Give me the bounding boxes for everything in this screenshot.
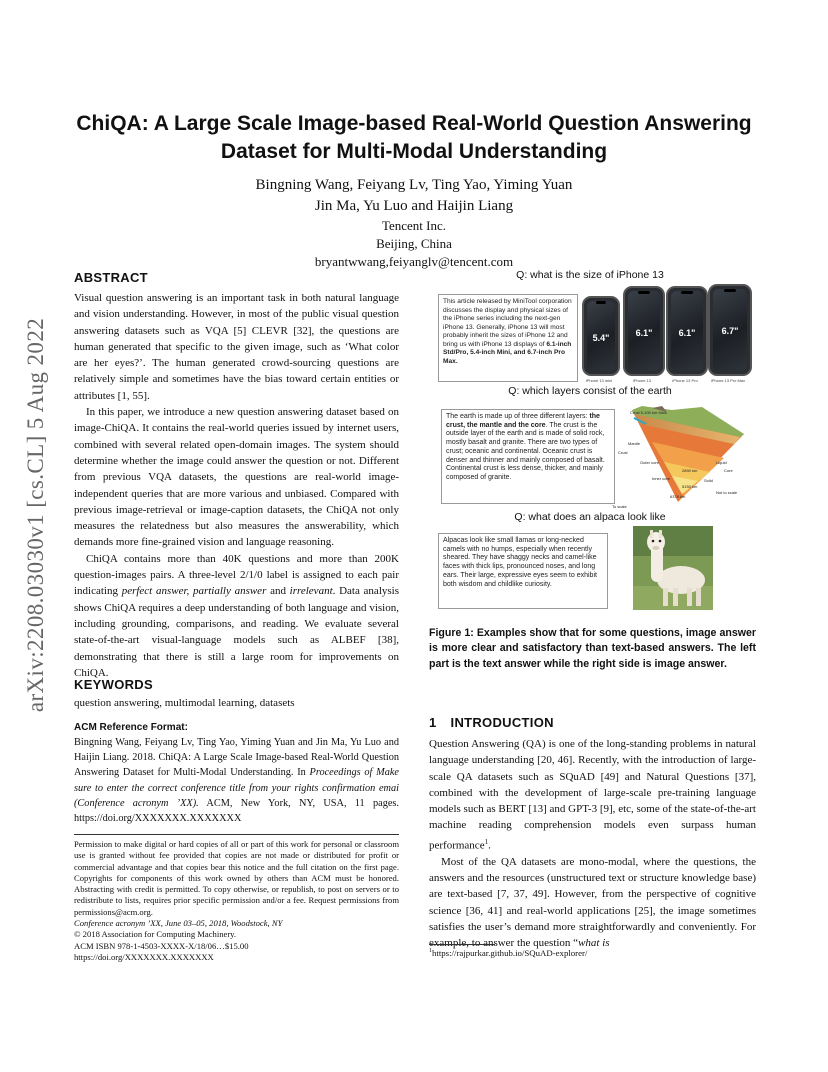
figure-text-answer-1 xyxy=(438,294,578,382)
iphone-sizes-image xyxy=(578,284,748,386)
section-number: 1 xyxy=(429,715,437,730)
phone-promax-icon xyxy=(708,284,752,376)
phone-mini-icon xyxy=(582,296,620,376)
phone-size-label: 5.4" xyxy=(592,332,610,343)
figure-question-3: Q: what does an alpaca look like xyxy=(514,511,666,523)
email: bryantwwang,feiyanglv@tencent.com xyxy=(314,254,514,269)
footnote-url: https://rajpurkar.github.io/SQuAD-explorer/ xyxy=(432,948,588,958)
earth-label: 5150 km xyxy=(682,484,698,489)
earth-label: Outer core xyxy=(640,460,659,465)
abstract-p3-em2: irrelevant xyxy=(289,585,333,598)
figure-text-1-b: 6.1-inch Std/Pro, 5.4-inch Mini, and 6.7-inch Pro Max. xyxy=(443,340,572,365)
earth-label: Not to scale xyxy=(716,490,738,495)
intro-p1-a: Question Answering (QA) is one of the long-standing problems in natural language understanding [20, 46]. Recently, with the introduction of large-scale QA datasets such as SQuAD [49] and Natural Questions [37], combined with the development of large-scale pre-training language models such as BERT [13] and GPT-3 [9], etc, some of the state-of-the-art machine reading comprehension models even surpass human performance xyxy=(429,738,756,852)
earth-label: Crust 5-100 km thick xyxy=(630,410,667,415)
earth-label: Inner core xyxy=(652,476,671,481)
author-block xyxy=(74,175,754,271)
phone-name: iPhone 13 xyxy=(632,378,651,383)
permission-text: Permission to make digital or hard copies of all or part of this work for personal or classroom use is granted without fee provided that copies are not made or distributed for profit or commercial advantage and that copies bear this notice and the full citation on the first page. Copyrights for components of this work owned by others than ACM must be honored. Abstracting with credit is permitted. To copy otherwise, or republish, to post on servers or to redistribute to lists, requires prior specific permission and/or a fee. Request permissions from permissions@acm.org. xyxy=(74,839,399,917)
intro-p1-b: . xyxy=(488,839,491,852)
acm-ref-a: Bingning Wang, Feiyang Lv, Ting Yao, Yiming Yuan and Jin Ma, Yu Luo and Haijin Liang. 2018. ChiQA: A Large Scale Image-based Real-World Question Answering Dataset for Multi-Modal Understanding. In xyxy=(74,737,399,779)
phone-size-label: 6.7" xyxy=(721,326,739,337)
earth-label: Core xyxy=(724,468,733,473)
abstract-paragraph-2: In this paper, we introduce a new question answering dataset based on image-ChiQA. It contains the real-world queries issued by internet users, combined with several related open-domain images. The system should determine whether the image could answer the question or not. Different from previous VQA datasets, the questions are real-world image-independent queries that are more various and unbiased. Compared with previous image-retrieval or image-caption datasets, the ChiQA not only measures the relatedness but also measures the answerability, which demands more fine-grained vision and language reasoning. xyxy=(74,406,399,549)
phone-name: iPhone 13 mini xyxy=(585,378,613,383)
earth-layers-image xyxy=(612,402,748,512)
figure-text-answer-2 xyxy=(441,409,615,504)
intro-p2-a: Most of the QA datasets are mono-modal, where the questions, the answers and the resources (unstructured text or structure knowledge base) are text-based [7, 37, 49]. However, from the perspective of cognitive science [36, 41] and real-world applications [25], the image sometimes satisfies the user’s demand more straightforwardly and conveniently. For example, to answer the question “ xyxy=(429,855,756,950)
figure-text-2-b: the crust, the mantle and the core xyxy=(446,413,600,429)
figure-question-1: Q: what is the size of iPhone 13 xyxy=(516,269,664,281)
keywords-heading: KEYWORDS xyxy=(74,677,153,692)
figure-caption: Figure 1: Examples show that for some questions, image answer is more clear and satisfactory than text-based answers. The left part is the text answer while the right side is image answer. xyxy=(429,627,756,670)
phone-std-icon xyxy=(623,286,665,376)
paper-title: ChiQA: A Large Scale Image-based Real-World Question Answering Dataset for Multi-Modal Understanding xyxy=(76,112,752,163)
permission-rule xyxy=(74,834,399,835)
abstract-p3-b: and xyxy=(266,585,290,598)
figure-text-answer-3: Alpacas look like small llamas or long-necked camels with no humps, especially when recently sheared. They have shaggy necks and camel-like faces with thick lips, pronounced noses, and long ears. Their large, expressive eyes seem to exhibit both wisdom and childlike curiosity. xyxy=(438,533,608,609)
alpaca-image xyxy=(633,526,713,610)
earth-label: Mantle xyxy=(628,441,641,446)
acm-ref-b: ACM, New York, NY, USA, 11 pages. https://doi.org/XXXXXXX.XXXXXXX xyxy=(74,797,399,825)
abstract-paragraph-1: Visual question answering is an important task in both natural language and vision understanding. However, in most of the public visual question answering datasets such as VQA [5] CLEVR [32], the questions are human generated that specific to the given image, such as ‘What color are her eyes?’. The human generated crowd-sourcing questions are relatively simple and sometimes have the bias toward certain entities or attributes [1, 55]. xyxy=(74,292,399,402)
figure-text-2-c: . The crust is the outside layer of the earth and is made of solid rock, mostly basalt and granite. There are two types of crust; oceanic and continental. Oceanic crust is denser and thinner and mainly composed of basalt. Continental crust is less dense, thicker, and mainly composed of granite. xyxy=(446,421,605,481)
earth-label: To scale xyxy=(612,504,627,509)
earth-label: 6378 km xyxy=(670,494,686,499)
footnote-marker: 1 xyxy=(484,837,489,846)
section-heading xyxy=(429,715,554,730)
abstract-heading: ABSTRACT xyxy=(74,270,148,285)
section-title: INTRODUCTION xyxy=(450,715,554,730)
phone-size-label: 6.1" xyxy=(635,327,653,338)
footnote xyxy=(429,948,587,958)
permission-conference: Conference acronym ’XX, June 03–05, 2018, Woodstock, NY xyxy=(74,918,283,929)
figure-text-2-a: The earth is made up of three different layers: xyxy=(446,413,590,420)
footnote-rule xyxy=(429,944,495,945)
keywords-text: question answering, multimodal learning, datasets xyxy=(74,697,295,709)
authors-line-2: Jin Ma, Yu Luo and Haijin Liang xyxy=(314,198,514,214)
phone-size-label: 6.1" xyxy=(678,327,696,338)
earth-label: Solid xyxy=(704,478,713,483)
abstract-p3-em1: perfect answer, partially answer xyxy=(121,585,267,598)
intro-p2-em: what is xyxy=(578,937,610,950)
affiliation: Tencent Inc. xyxy=(381,218,447,233)
phone-pro-icon xyxy=(666,286,708,376)
authors-line-1: Bingning Wang, Feiyang Lv, Ting Yao, Yiming Yuan xyxy=(255,177,573,193)
figure-text-1-a: This article released by MiniTool corporation discusses the display and physical sizes of the iPhone series including the next-gen iPhone 13. Generally, iPhone 13 will most probably inherit the sizes of iPhone 12 and bring us with iPhone 13 displays of xyxy=(443,298,572,348)
phone-name: iPhone 13 Pro Max xyxy=(710,378,746,383)
permission-block xyxy=(74,839,399,963)
acm-ref-heading: ACM Reference Format: xyxy=(74,722,188,733)
permission-copyright: © 2018 Association for Computing Machinery. xyxy=(74,929,237,940)
permission-isbn: ACM ISBN 978-1-4503-XXXX-X/18/06…$15.00 xyxy=(74,940,249,951)
earth-label: Liquid xyxy=(716,460,727,465)
intro-paragraph-1 xyxy=(429,736,756,854)
footnote-number: 1 xyxy=(429,948,432,955)
location: Beijing, China xyxy=(376,236,452,251)
abstract-p3-a: ChiQA contains more than 40K questions and more than 200K question-images pairs. A three-level 2/1/0 label is assigned to each pair indicating xyxy=(74,552,399,598)
abstract-p3-c: . Data analysis shows ChiQA requires a deep understanding of both language and vision, including grounding, comparisons, and reading. We evaluate several state-of-the-art visual-language models such as ALBEF [38], demonstrating that there is still a large room for improvements on ChiQA. xyxy=(74,585,399,679)
earth-label: 2890 km xyxy=(682,468,698,473)
permission-doi: https://doi.org/XXXXXXX.XXXXXXX xyxy=(74,951,214,962)
abstract-paragraph-3 xyxy=(74,551,399,681)
earth-label: Crust xyxy=(618,450,628,455)
acm-ref-em: Proceedings of Make sure to enter the correct conference title from your rights confirmation emai (Conference acronym ’XX). xyxy=(74,767,399,809)
figure-question-2: Q: which layers consist of the earth xyxy=(508,385,672,397)
phone-name: iPhone 13 Pro xyxy=(672,378,698,383)
abstract-body xyxy=(74,290,399,681)
acm-ref-body xyxy=(74,735,399,826)
arxiv-identifier xyxy=(16,290,56,740)
arxiv-id-text: arXiv:2208.03030v1 [cs.CL] 5 Aug 2022 xyxy=(23,317,48,713)
